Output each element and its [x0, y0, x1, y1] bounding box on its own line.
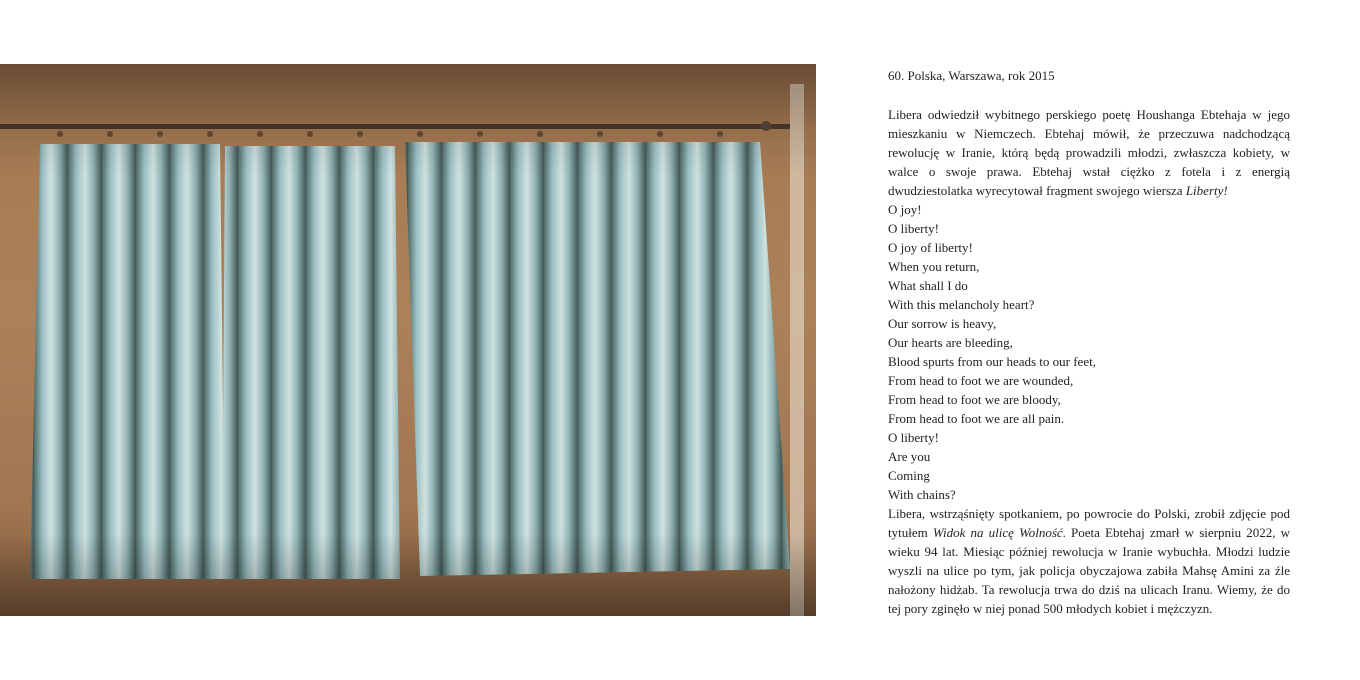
outro-text-1: Libera, wstrząśnięty spotkaniem, po powrocie do Polski, zrobił zdjęcie pod tytułem — [888, 506, 1290, 540]
curtain-illustration — [0, 64, 816, 616]
poem-line: From head to foot we are bloody, — [888, 392, 1061, 407]
poem-line: Are you — [888, 449, 931, 464]
poem-line: With this melancholy heart? — [888, 297, 1035, 312]
poem-line: O joy of liberty! — [888, 240, 973, 255]
poem-line: From head to foot we are wounded, — [888, 373, 1074, 388]
poem-line: O liberty! — [888, 221, 939, 236]
poem-line: Blood spurts from our heads to our feet, — [888, 354, 1096, 369]
poem-line: O liberty! — [888, 430, 939, 445]
text-column — [888, 66, 1290, 618]
photo-caption: 60. Polska, Warszawa, rok 2015 — [888, 68, 1055, 83]
poem-line: Coming — [888, 468, 930, 483]
poem-line: What shall I do — [888, 278, 968, 293]
outro-paragraph — [888, 504, 1290, 618]
poem-line: Our hearts are bleeding, — [888, 335, 1013, 350]
outro-text-2: . Poeta Ebtehaj zmarł w sierpniu 2022, w wieku 94 lat. Miesiąc później rewolucja w Iranie wybuchła. Młodzi ludzie wyszli na ulice po tym, jak policja obyczajowa zabiła Mahsę Amini za źle nałożony hidżab. Ta rewolucja trwa do dziś na ulicach Iranu. Wiemy, że do tej pory zginęło w niej ponad 500 młodych kobiet i mężczyzn. — [888, 525, 1291, 616]
intro-paragraph — [888, 105, 1290, 200]
photo-title: Widok na ulicę Wolność — [932, 525, 1063, 540]
poem-line: When you return, — [888, 259, 980, 274]
poem-line: From head to foot we are all pain. — [888, 411, 1065, 426]
poem-title: Liberty! — [1185, 183, 1228, 198]
intro-text: Libera odwiedził wybitnego perskiego poetę Houshanga Ebtehaja w jego mieszkaniu w Niemczech. Ebtehaj mówił, że przeczuwa nadchodzącą rewolucję w Iranie, którą będą prowadzili młodzi, zwłaszcza kobiety, w walce o swoje prawa. Ebtehaj wstał ciężko z fotela i z energią dwudziestolatka wyrecytował fragment swojego wiersza — [888, 107, 1290, 198]
poem-line: Our sorrow is heavy, — [888, 316, 997, 331]
poem-line: With chains? — [888, 487, 956, 502]
poem — [888, 200, 1290, 504]
curtain-photo — [0, 64, 816, 616]
poem-line: O joy! — [888, 202, 922, 217]
